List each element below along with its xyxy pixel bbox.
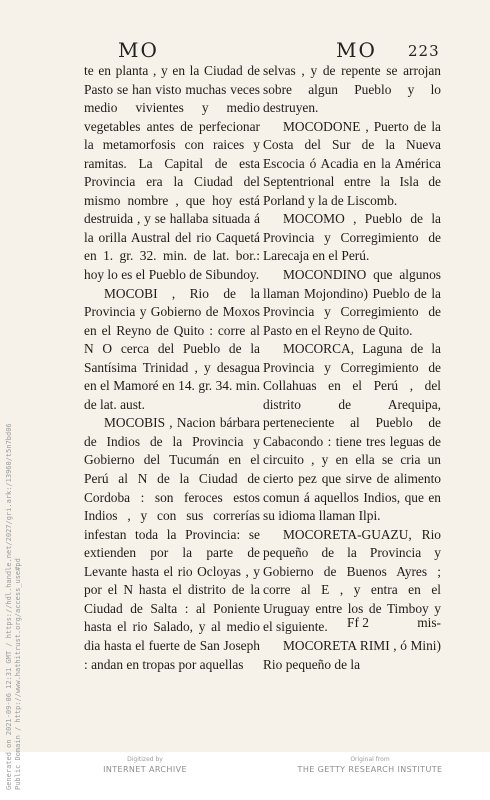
digitizer-credit	[75, 756, 215, 775]
generation-stamp-line-2: Public Domain / http://www.hathitrust.org/access_use#pd	[14, 558, 22, 790]
source-name: THE GETTY RESEARCH INSTITUTE	[297, 765, 443, 774]
source-label: Original from	[350, 756, 390, 763]
dictionary-entry: MOCORCA, Laguna de la Provincia y Corregimiento de Collahuas en el Perú , del distrito de Arequipa, perteneciente al Pueblo de Cabacondo : tiene tres leguas de circuito , y en ella se cria un cierto pez que sirve de alimento comun á aquellos Indios, que en su idioma llaman Ilpi.	[263, 341, 441, 524]
dictionary-entry: MOCOMO , Pueblo de la Provincia y Corregimiento de Larecaja en el Perú.	[263, 211, 441, 264]
dictionary-entry: MOCOBI , Rio de la Provincia y Gobierno de Moxos en el Reyno de Quito : corre al N O cerca del Pueblo de la Santísima Trinidad , y desagua en el Mamoré en 14. gr. 34. min. de lat. aust.	[84, 285, 260, 412]
right-column	[263, 62, 441, 674]
page-number: 223	[408, 42, 440, 60]
dictionary-entry: MOCODONE , Puerto de la Costa del Sur de la Nueva Escocia ó Acadia en la América Septentrional entre la Isla de Porland y la de Liscomb.	[263, 118, 441, 208]
dictionary-entry: MOCORETA-GUAZU, Rio pequeño de la Provincia y Gobierno de Buenos Ayres ; corre al E , y entra en el Uruguay entre los de Timboy y el siguiente.	[263, 526, 441, 635]
generation-stamp-line-1: Generated on 2021-09-06 12:31 GMT / https://hdl.handle.net/2027/gri.ark:/13960/t5n7bd06	[5, 423, 13, 790]
digitizer-name: INTERNET ARCHIVE	[103, 765, 187, 774]
catchword: mis-	[417, 615, 441, 630]
source-credit	[285, 756, 455, 775]
running-head-left: MO	[118, 38, 159, 62]
dictionary-entry: MOCONDINO que algunos llaman Mojondino) Pueblo de la Provincia y Corregimiento de Pasto en el Reyno de Quito.	[263, 267, 441, 338]
signature-mark: Ff 2	[347, 615, 369, 630]
paragraph: te en planta , y en la Ciudad de Pasto se han visto muchas veces medio vivientes y medio vegetables antes de perfecionar la metamorfosis con raices y ramitas. La Capital de esta Provincia era la Ciudad del mismo nombre , que hoy está destruida , y se hallaba situada á la orilla Austral del rio Caquetá en 1. gr. 32. min. de lat. bor.: hoy lo es el Pueblo de Sibundoy.	[84, 63, 260, 283]
generation-stamp	[5, 423, 23, 790]
running-head-right: MO	[336, 38, 377, 62]
left-column	[84, 62, 260, 674]
digitizer-label: Digitized by	[127, 756, 163, 763]
dictionary-entry: MOCORETA RIMI , ó Mini) Rio pequeño de la	[263, 637, 441, 672]
paragraph: selvas , y de repente se arrojan sobre algun Pueblo y lo destruyen.	[263, 63, 441, 116]
dictionary-entry: MOCOBIS , Nacion bárbara de Indios de la Provincia y Gobierno del Tucumán en el Perú al N de la Ciudad de Cordoba : son feroces estos Indios , y con sus correrías infestan toda la Provincia: se extienden por la parte de Levante hasta el rio Ocloyas , y por el N hasta el distrito de la Ciudad de Salta : al Poniente hasta el rio Salado, y al medio dia hasta el fuerte de San Joseph : andan en tropas por aquellas	[84, 415, 260, 672]
